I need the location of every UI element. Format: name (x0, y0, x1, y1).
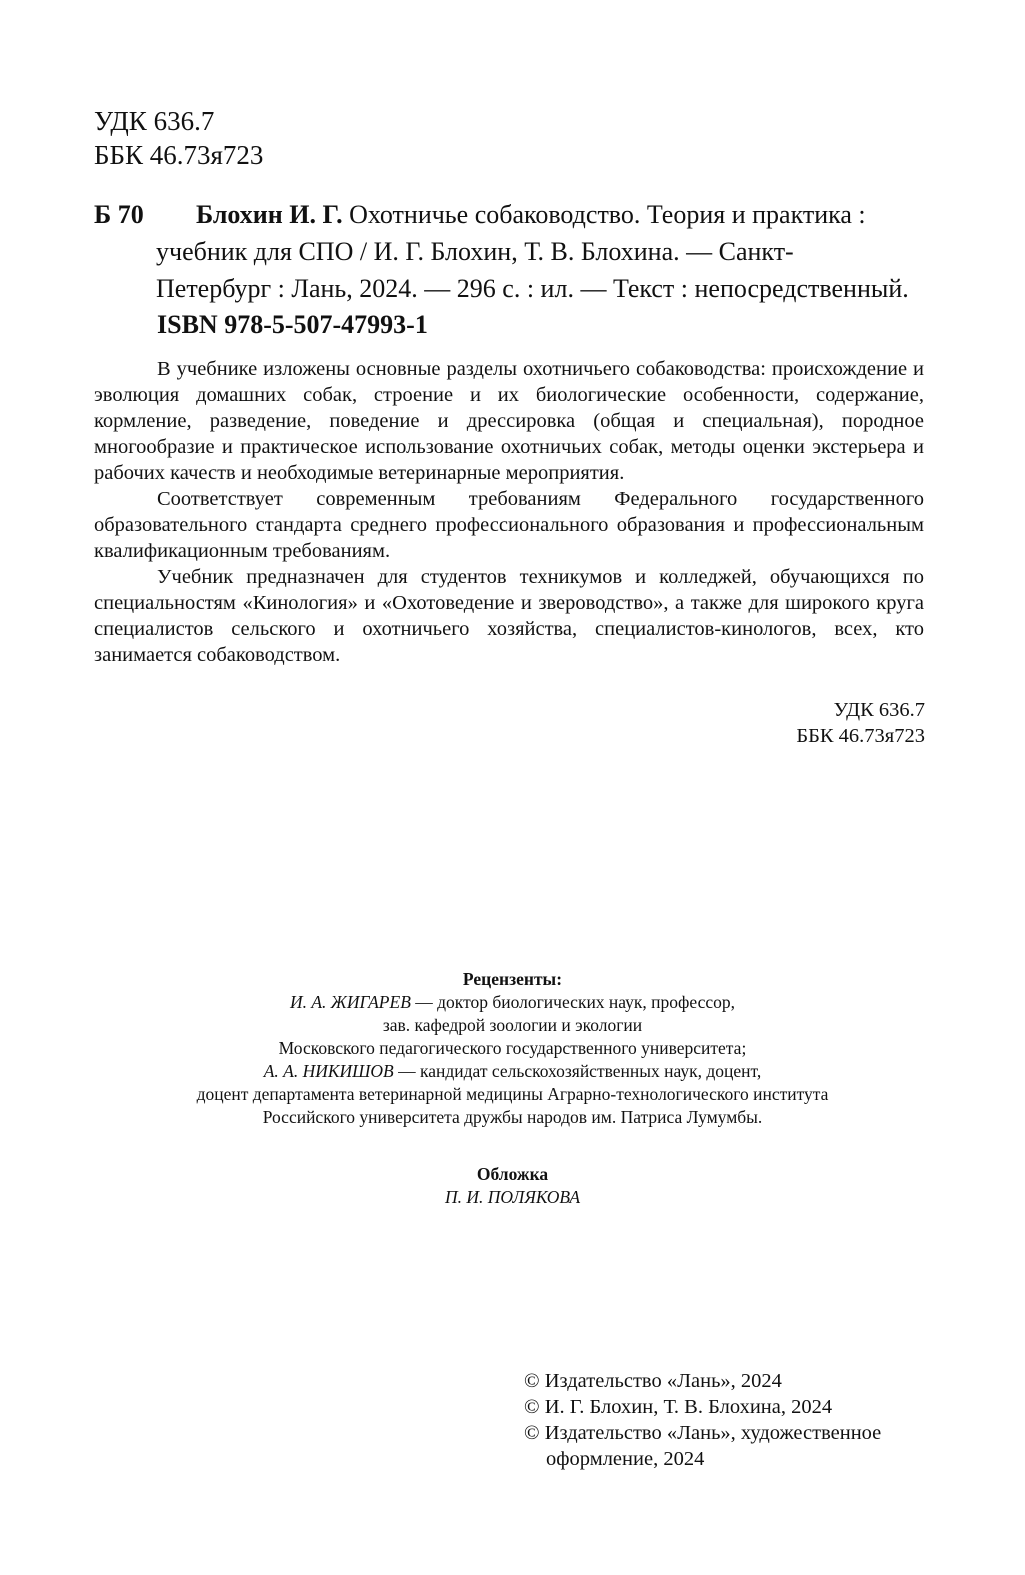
copyright-line: © Издательство «Лань», художественное (524, 1422, 882, 1444)
copyright-line: © Издательство «Лань», 2024 (524, 1370, 782, 1392)
reviewers-heading: Рецензенты: (462, 969, 563, 989)
cover-heading: Обложка (476, 1164, 549, 1184)
annotation (94, 356, 924, 668)
biblio-line-1 (196, 196, 924, 233)
reviewer-2-name: А. А. НИКИШОВ (263, 1061, 394, 1081)
annotation-paragraph: В учебнике изложены основные разделы охотничьего собаководства: происхождение и эволюция домашних собак, строение и их биологические особенности, содержание, кормление, разведение, поведение и дрессировка (общая и специальная), породное многообразие и практическое использование охотничьих собак, методы оценки экстерьера и рабочих качеств и необходимые ветеринарные мероприятия. (94, 358, 924, 484)
bbk-code: ББК 46.73я723 (796, 725, 925, 747)
biblio-line-3: Петербург : Лань, 2024. — 296 с. : ил. — Текст : непосредственный. (156, 274, 909, 303)
cover-credit (0, 1163, 1025, 1209)
isbn: ISBN 978-5-507-47993-1 (157, 310, 428, 339)
book-title: Охотничье собаководство. Теория и практика : (342, 200, 866, 229)
bibliographic-entry (94, 196, 924, 307)
reviewer-1-line-1 (0, 991, 1025, 1014)
udk-code: УДК 636.7 (833, 699, 925, 721)
cover-designer: П. И. ПОЛЯКОВА (444, 1187, 581, 1207)
annotation-paragraph: Соответствует современным требованиям Федерального государственного образовательного стандарта среднего профессионального образования и профессиональным квалификационным требованиям. (94, 488, 924, 562)
reviewer-1-line-3: Московского педагогического государственного университета; (278, 1038, 747, 1058)
author-name: Блохин И. Г. (196, 200, 343, 229)
bibliographic-description (156, 196, 924, 307)
copyright-block (524, 1368, 881, 1472)
copyright-line: © И. Г. Блохин, Т. В. Блохина, 2024 (524, 1396, 833, 1418)
udk-code: УДК 636.7 (94, 106, 215, 136)
reviewer-2-line-1 (0, 1060, 1025, 1083)
biblio-line-2: учебник для СПО / И. Г. Блохин, Т. В. Блохина. — Санкт- (156, 237, 794, 266)
reviewer-2-line-2: доцент департамента ветеринарной медицины Аграрно-технологического института (196, 1084, 829, 1104)
reviewer-1-name: И. А. ЖИГАРЕВ (289, 992, 411, 1012)
reviewer-1-line-2: зав. кафедрой зоологии и экологии (382, 1015, 643, 1035)
copyright-line: оформление, 2024 (546, 1448, 705, 1470)
classification-footer (796, 697, 925, 749)
bbk-code: ББК 46.73я723 (94, 140, 264, 170)
author-mark: Б 70 (94, 200, 144, 229)
reviewer-2-line-3: Российского университета дружбы народов им. Патриса Лумумбы. (262, 1107, 763, 1127)
reviewer-2-title: — кандидат сельскохозяйственных наук, доцент, (393, 1061, 762, 1081)
classification-header (94, 104, 263, 172)
reviewers-block (0, 968, 1025, 1129)
annotation-paragraph: Учебник предназначен для студентов техникумов и колледжей, обучающихся по специальностям «Кинология» и «Охотоведение и звероводство», а также для широкого круга специалистов сельского и охотничьего хозяйства, специалистов-кинологов, всех, кто занимается собаководством. (94, 566, 924, 666)
reviewer-1-title: — доктор биологических наук, профессор, (410, 992, 735, 1012)
